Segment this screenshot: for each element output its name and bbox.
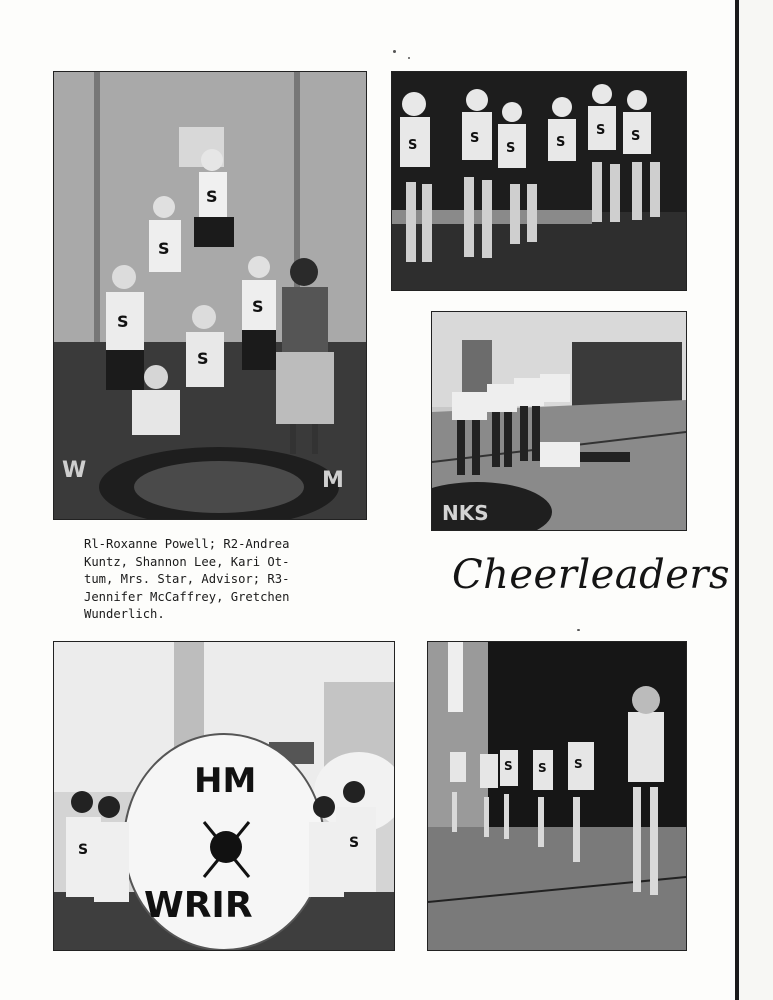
uniform-letter: S <box>504 759 513 773</box>
uniform-letter: S <box>197 349 209 368</box>
print-speck <box>577 629 580 631</box>
uniform-letter: S <box>252 297 264 316</box>
uniform-letter: S <box>78 842 89 858</box>
gym-stretch-photo <box>431 311 687 531</box>
banner-text-top: HM <box>194 761 257 801</box>
seated-row-photo <box>391 71 687 291</box>
page-title: Cheerleaders <box>452 552 731 598</box>
uniform-letter: S <box>206 187 218 206</box>
banner-text-bottom: WRIR <box>144 885 253 926</box>
svg-text:W: W <box>62 458 87 483</box>
print-speck <box>408 57 410 59</box>
svg-text:M: M <box>322 468 344 493</box>
pyramid-photo <box>53 71 367 520</box>
uniform-letter: S <box>408 138 418 153</box>
uniform-letter: S <box>538 761 547 775</box>
uniform-letter: S <box>596 123 606 138</box>
uniform-letter: S <box>349 835 360 851</box>
uniform-letter: S <box>631 129 641 144</box>
uniform-letter: S <box>158 239 170 258</box>
uniform-letter: S <box>470 131 480 146</box>
floor-lettering: NKS <box>442 501 489 525</box>
page-margin <box>739 0 773 1000</box>
uniform-letter: S <box>117 312 129 331</box>
uniform-letter: S <box>556 135 566 150</box>
uniform-letter: S <box>506 141 516 156</box>
print-speck <box>393 50 396 53</box>
sideline-photo <box>427 641 687 951</box>
photo-caption: Rl-Roxanne Powell; R2-Andrea Kuntz, Shannon Lee, Kari Ot- tum, Mrs. Star, Advisor; R3- Jennifer McCaffrey, Gretchen Wunderlich. <box>84 537 290 621</box>
banner-photo <box>53 641 395 951</box>
uniform-letter: S <box>574 757 583 771</box>
